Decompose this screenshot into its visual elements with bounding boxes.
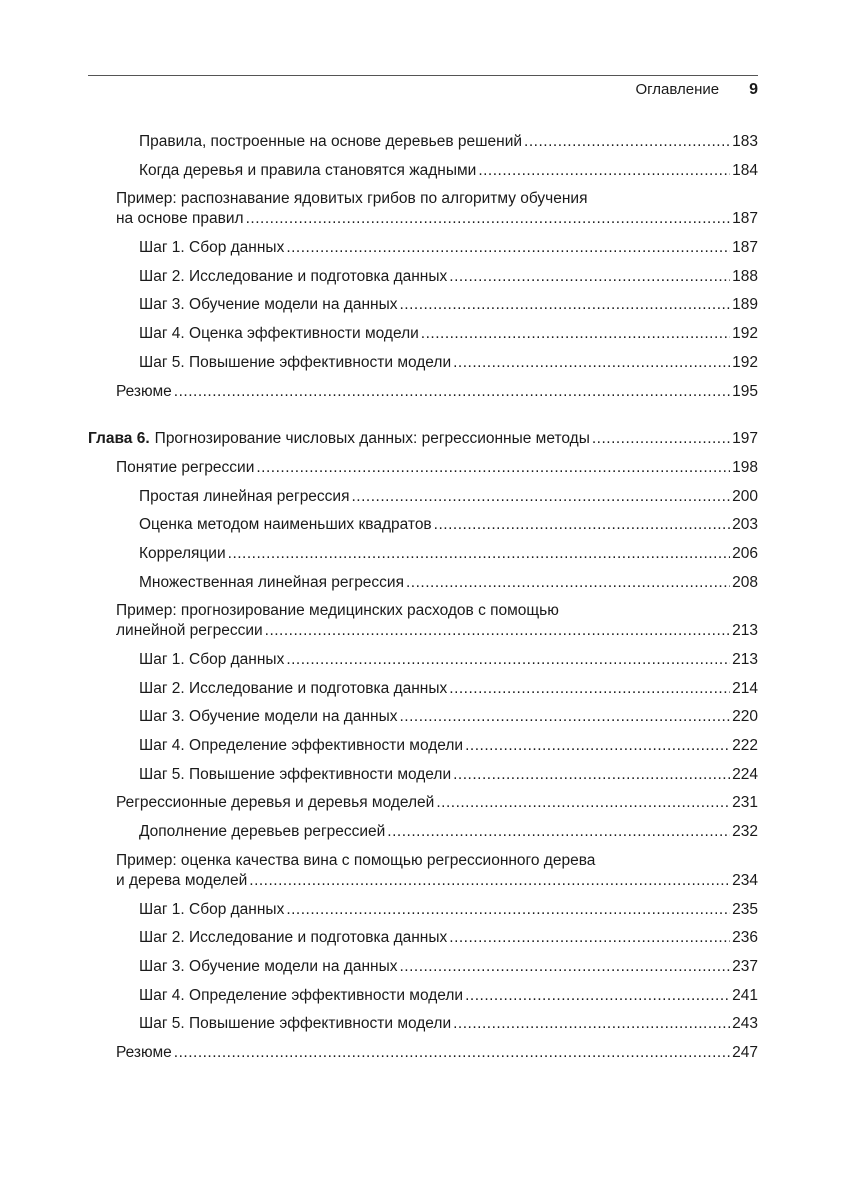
toc-entry-title: Регрессионные деревья и деревья моделей [116, 794, 435, 812]
toc-entry-title: Шаг 1. Сбор данных [139, 900, 285, 918]
leader-dots [286, 650, 730, 670]
toc-entry[interactable] [88, 822, 758, 842]
toc-entry-page: 236 [732, 929, 758, 947]
leader-dots [351, 487, 730, 507]
leader-dots [434, 515, 730, 535]
toc-entry-page: 187 [732, 239, 758, 257]
leader-dots [449, 679, 730, 699]
table-of-contents [88, 132, 758, 1072]
toc-entry-title: Шаг 3. Обучение модели на данных [139, 957, 398, 975]
toc-entry-title: Шаг 5. Повышение эффективности модели [139, 353, 452, 371]
toc-entry-title: Шаг 5. Повышение эффективности модели [139, 765, 452, 783]
toc-entry[interactable] [88, 487, 758, 507]
toc-entry-title-line1: Пример: оценка качества вина с помощью регрессионного дерева [116, 851, 596, 869]
toc-entry[interactable] [88, 1014, 758, 1034]
toc-entry-title: Шаг 4. Оценка эффективности модели [139, 325, 419, 343]
toc-entry-page: 243 [732, 1015, 758, 1033]
toc-entry-page: 241 [732, 986, 758, 1004]
toc-entry-title-line2: линейной регрессии [116, 622, 263, 640]
toc-entry-title: Когда деревья и правила становятся жадными [139, 161, 477, 179]
chapter-title: Прогнозирование числовых данных: регрессионные методы [154, 430, 590, 448]
toc-entry-page: 206 [732, 544, 758, 562]
toc-entry-summary[interactable] [88, 1043, 758, 1063]
toc-entry-page: 220 [732, 708, 758, 726]
toc-entry[interactable] [88, 765, 758, 785]
toc-entry[interactable] [88, 295, 758, 315]
leader-dots [256, 458, 730, 478]
toc-entry-page: 213 [732, 622, 758, 640]
toc-entry-page: 197 [732, 430, 758, 448]
leader-dots [174, 382, 730, 402]
toc-entry-title: Резюме [116, 1043, 172, 1061]
toc-entry-title: Дополнение деревьев регрессией [139, 823, 386, 841]
toc-entry[interactable] [88, 793, 758, 813]
leader-dots [265, 621, 730, 641]
toc-entry-page: 192 [732, 353, 758, 371]
leader-dots [249, 871, 730, 891]
toc-entry-summary[interactable] [88, 382, 758, 402]
toc-entry-page: 183 [732, 133, 758, 150]
leader-dots [387, 822, 730, 842]
toc-entry-page: 231 [732, 794, 758, 812]
toc-entry[interactable] [88, 679, 758, 699]
leader-dots [406, 573, 730, 593]
toc-entry-title: Правила, построенные на основе деревьев решений [139, 133, 523, 150]
toc-entry-page: 237 [732, 957, 758, 975]
toc-entry-title: Шаг 4. Определение эффективности модели [139, 986, 464, 1004]
leader-dots [174, 1043, 730, 1063]
leader-dots [453, 765, 730, 785]
toc-entry-page: 184 [732, 161, 758, 179]
toc-entry-page: 224 [732, 765, 758, 783]
leader-dots [453, 1014, 730, 1034]
toc-entry-page: 208 [732, 573, 758, 591]
toc-entry-title: Шаг 4. Определение эффективности модели [139, 737, 464, 755]
toc-entry-title: Оценка методом наименьших квадратов [139, 516, 432, 534]
leader-dots [524, 132, 730, 152]
toc-entry-page: 187 [732, 210, 758, 228]
toc-entry[interactable] [88, 736, 758, 756]
toc-entry-title: Шаг 5. Повышение эффективности модели [139, 1015, 452, 1033]
toc-entry-title: Шаг 2. Исследование и подготовка данных [139, 267, 448, 285]
toc-entry-title-line1: Пример: распознавание ядовитых грибов по алгоритму обучения [116, 190, 588, 208]
toc-entry-title: Шаг 2. Исследование и подготовка данных [139, 679, 448, 697]
leader-dots [453, 353, 730, 373]
toc-entry[interactable] [88, 267, 758, 287]
toc-entry-page: 188 [732, 267, 758, 285]
toc-entry-page: 222 [732, 737, 758, 755]
toc-entry-title: Шаг 3. Обучение модели на данных [139, 296, 398, 314]
toc-entry-title-line2: на основе правил [116, 210, 244, 228]
page-number: 9 [749, 81, 758, 98]
leader-dots [286, 238, 730, 258]
leader-dots [228, 544, 730, 564]
leader-dots [478, 161, 730, 181]
toc-entry-title-line2: и дерева моделей [116, 871, 248, 889]
toc-entry-title: Простая линейная регрессия [139, 487, 350, 505]
toc-entry[interactable] [88, 238, 758, 258]
chapter-label: Глава 6. [88, 430, 150, 448]
toc-entry-page: 189 [732, 296, 758, 314]
leader-dots [436, 793, 730, 813]
toc-entry[interactable] [88, 324, 758, 344]
toc-entry-title: Корреляции [139, 544, 226, 562]
toc-entry-title: Резюме [116, 382, 172, 400]
toc-entry-title-line1: Пример: прогнозирование медицинских расходов с помощью [116, 602, 559, 620]
leader-dots [399, 295, 730, 315]
running-header [88, 81, 758, 103]
chapter-gap [88, 410, 758, 429]
leader-dots [246, 209, 731, 229]
toc-entry[interactable] [88, 900, 758, 920]
toc-entry-title: Шаг 1. Сбор данных [139, 651, 285, 668]
toc-entry-page: 203 [732, 516, 758, 534]
leader-dots [465, 736, 730, 756]
leader-dots [449, 267, 730, 287]
toc-entry-page: 247 [732, 1043, 758, 1061]
toc-entry-page: 192 [732, 325, 758, 343]
toc-entry[interactable] [88, 957, 758, 977]
toc-entry[interactable] [88, 132, 758, 152]
toc-entry-example[interactable] [88, 601, 758, 641]
toc-entry-title: Множественная линейная регрессия [139, 573, 404, 591]
toc-entry-page: 213 [732, 651, 758, 668]
toc-entry[interactable] [88, 707, 758, 727]
toc-entry-page: 235 [732, 900, 758, 918]
toc-entry[interactable] [88, 986, 758, 1006]
toc-entry-page: 234 [732, 871, 758, 889]
leader-dots [449, 928, 730, 948]
toc-entry[interactable] [88, 353, 758, 373]
toc-chapter[interactable] [88, 429, 758, 449]
toc-entry-example[interactable] [88, 851, 758, 891]
toc-entry[interactable] [88, 573, 758, 593]
toc-entry[interactable] [88, 544, 758, 564]
toc-entry-title: Понятие регрессии [116, 458, 255, 476]
toc-entry-title: Шаг 2. Исследование и подготовка данных [139, 929, 448, 947]
toc-entry-page: 200 [732, 487, 758, 505]
toc-entry[interactable] [88, 515, 758, 535]
toc-entry-page: 232 [732, 823, 758, 841]
leader-dots [421, 324, 730, 344]
header-rule [88, 75, 758, 76]
toc-entry-example[interactable] [88, 189, 758, 229]
toc-entry-page: 214 [732, 679, 758, 697]
toc-entry-title: Шаг 1. Сбор данных [139, 239, 285, 257]
leader-dots [592, 429, 730, 449]
toc-entry-page: 198 [732, 458, 758, 476]
leader-dots [399, 957, 730, 977]
running-header-title: Оглавление [635, 81, 720, 98]
toc-entry[interactable] [88, 458, 758, 478]
leader-dots [286, 900, 730, 920]
leader-dots [465, 986, 730, 1006]
toc-entry[interactable] [88, 650, 758, 670]
toc-entry[interactable] [88, 928, 758, 948]
leader-dots [399, 707, 730, 727]
toc-entry-page: 195 [732, 382, 758, 400]
toc-entry[interactable] [88, 161, 758, 181]
toc-entry-title: Шаг 3. Обучение модели на данных [139, 708, 398, 726]
